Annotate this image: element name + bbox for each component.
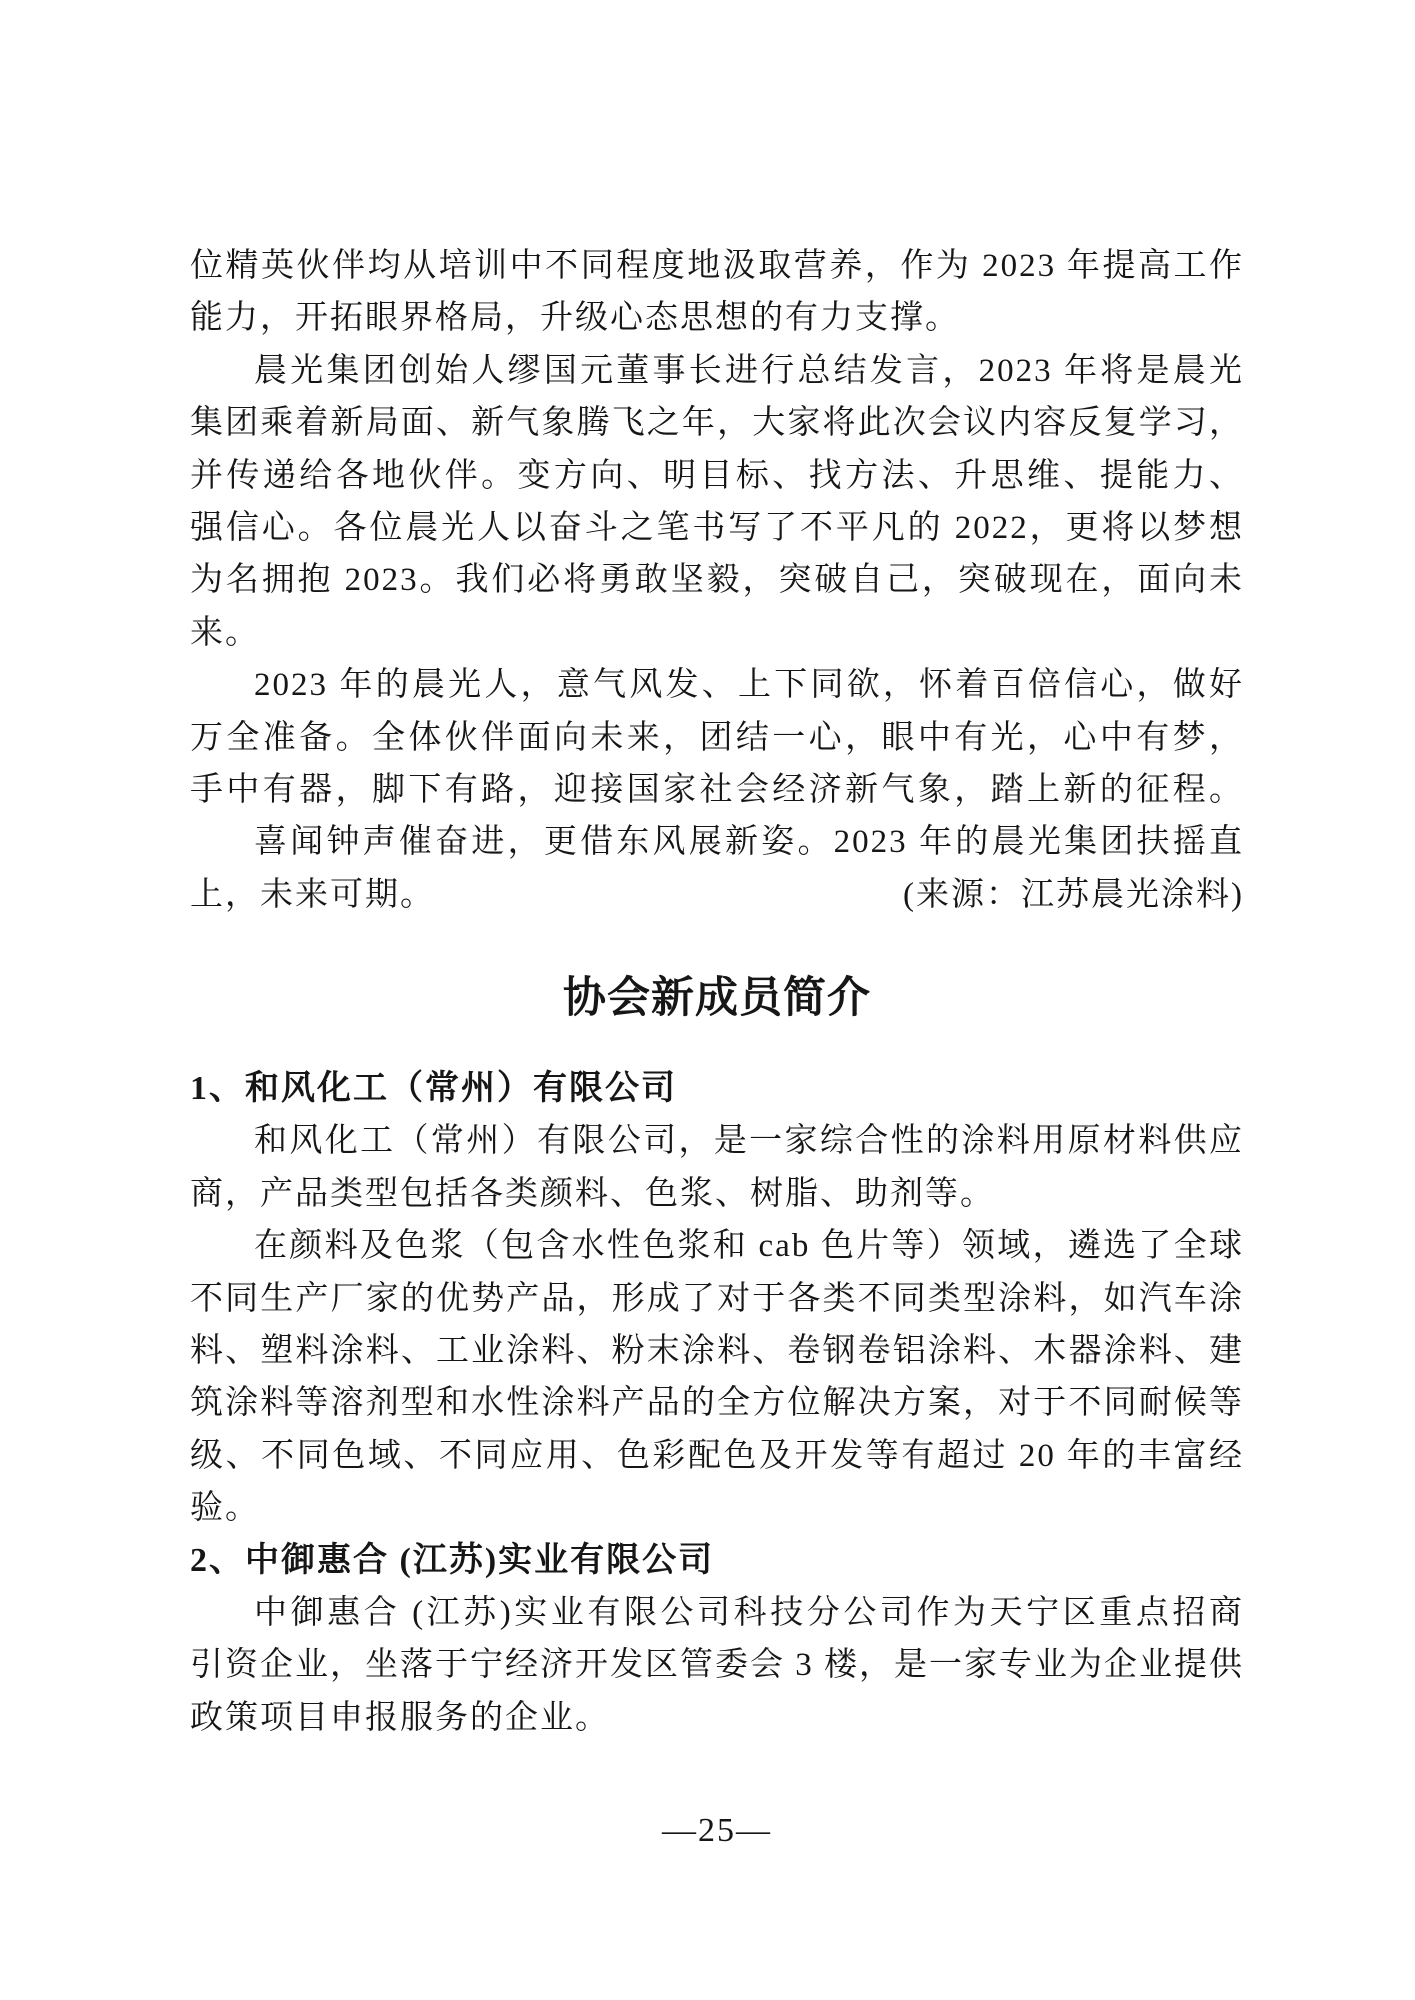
text-line: 筑涂料等溶剂型和水性涂料产品的全方位解决方案，对于不同耐候等 xyxy=(190,1385,1244,1422)
article-closing-text: 上，未来可期。 xyxy=(190,876,435,913)
text-line: 万全准备。全体伙伴面向未来，团结一心，眼中有光，心中有梦， xyxy=(190,719,1244,756)
member-heading-2: 2、中御惠合 (江苏)实业有限公司 xyxy=(190,1541,715,1579)
page-number: —25— xyxy=(662,1812,772,1850)
section-title: 协会新成员简介 xyxy=(563,975,871,1023)
text-line: 晨光集团创始人缪国元董事长进行总结发言，2023 年将是晨光 xyxy=(254,352,1244,389)
text-line: 集团乘着新局面、新气象腾飞之年，大家将此次会议内容反复学习， xyxy=(190,405,1244,442)
text-line: 商，产品类型包括各类颜料、色浆、树脂、助剂等。 xyxy=(190,1175,995,1212)
text-line: 喜闻钟声催奋进，更借东风展新姿。2023 年的晨光集团扶摇直 xyxy=(254,824,1244,861)
text-line xyxy=(190,869,1244,921)
text-line: 位精英伙伴均从培训中不同程度地汲取营养，作为 2023 年提高工作 xyxy=(190,248,1244,284)
text-line: 级、不同色域、不同应用、色彩配色及开发等有超过 20 年的丰富经 xyxy=(190,1437,1244,1474)
member-heading-1: 1、和风化工（常州）有限公司 xyxy=(190,1070,677,1108)
text-line: 验。 xyxy=(190,1490,260,1527)
text-line: 能力，开拓眼界格局，升级心态思想的有力支撑。 xyxy=(190,300,960,337)
text-line: 政策项目申报服务的企业。 xyxy=(190,1699,610,1736)
article-source: (来源：江苏晨光涂料) xyxy=(903,876,1244,913)
text-line: 在颜料及色浆（包含水性色浆和 cab 色片等）领域，遴选了全球 xyxy=(254,1228,1244,1265)
text-line: 料、塑料涂料、工业涂料、粉末涂料、卷钢卷铝涂料、木器涂料、建 xyxy=(190,1333,1244,1370)
page-body xyxy=(190,240,1244,1858)
text-line: 强信心。各位晨光人以奋斗之笔书写了不平凡的 2022，更将以梦想 xyxy=(190,509,1244,546)
text-line: 中御惠合 (江苏)实业有限公司科技分公司作为天宁区重点招商 xyxy=(254,1594,1244,1631)
text-line: 并传递给各地伙伴。变方向、明目标、找方法、升思维、提能力、 xyxy=(190,457,1244,494)
text-line: 手中有器，脚下有路，迎接国家社会经济新气象，踏上新的征程。 xyxy=(190,771,1244,808)
text-line: 来。 xyxy=(190,614,260,651)
text-line: 引资企业，坐落于宁经济开发区管委会 3 楼，是一家专业为企业提供 xyxy=(190,1647,1244,1684)
text-line: 为名拥抱 2023。我们必将勇敢坚毅，突破自己，突破现在，面向未 xyxy=(190,562,1244,599)
text-line: 和风化工（常州）有限公司，是一家综合性的涂料用原材料供应 xyxy=(254,1123,1244,1160)
text-line: 不同生产厂家的优势产品，形成了对于各类不同类型涂料，如汽车涂 xyxy=(190,1280,1244,1317)
text-line: 2023 年的晨光人，意气风发、上下同欲，怀着百倍信心，做好 xyxy=(254,667,1244,704)
